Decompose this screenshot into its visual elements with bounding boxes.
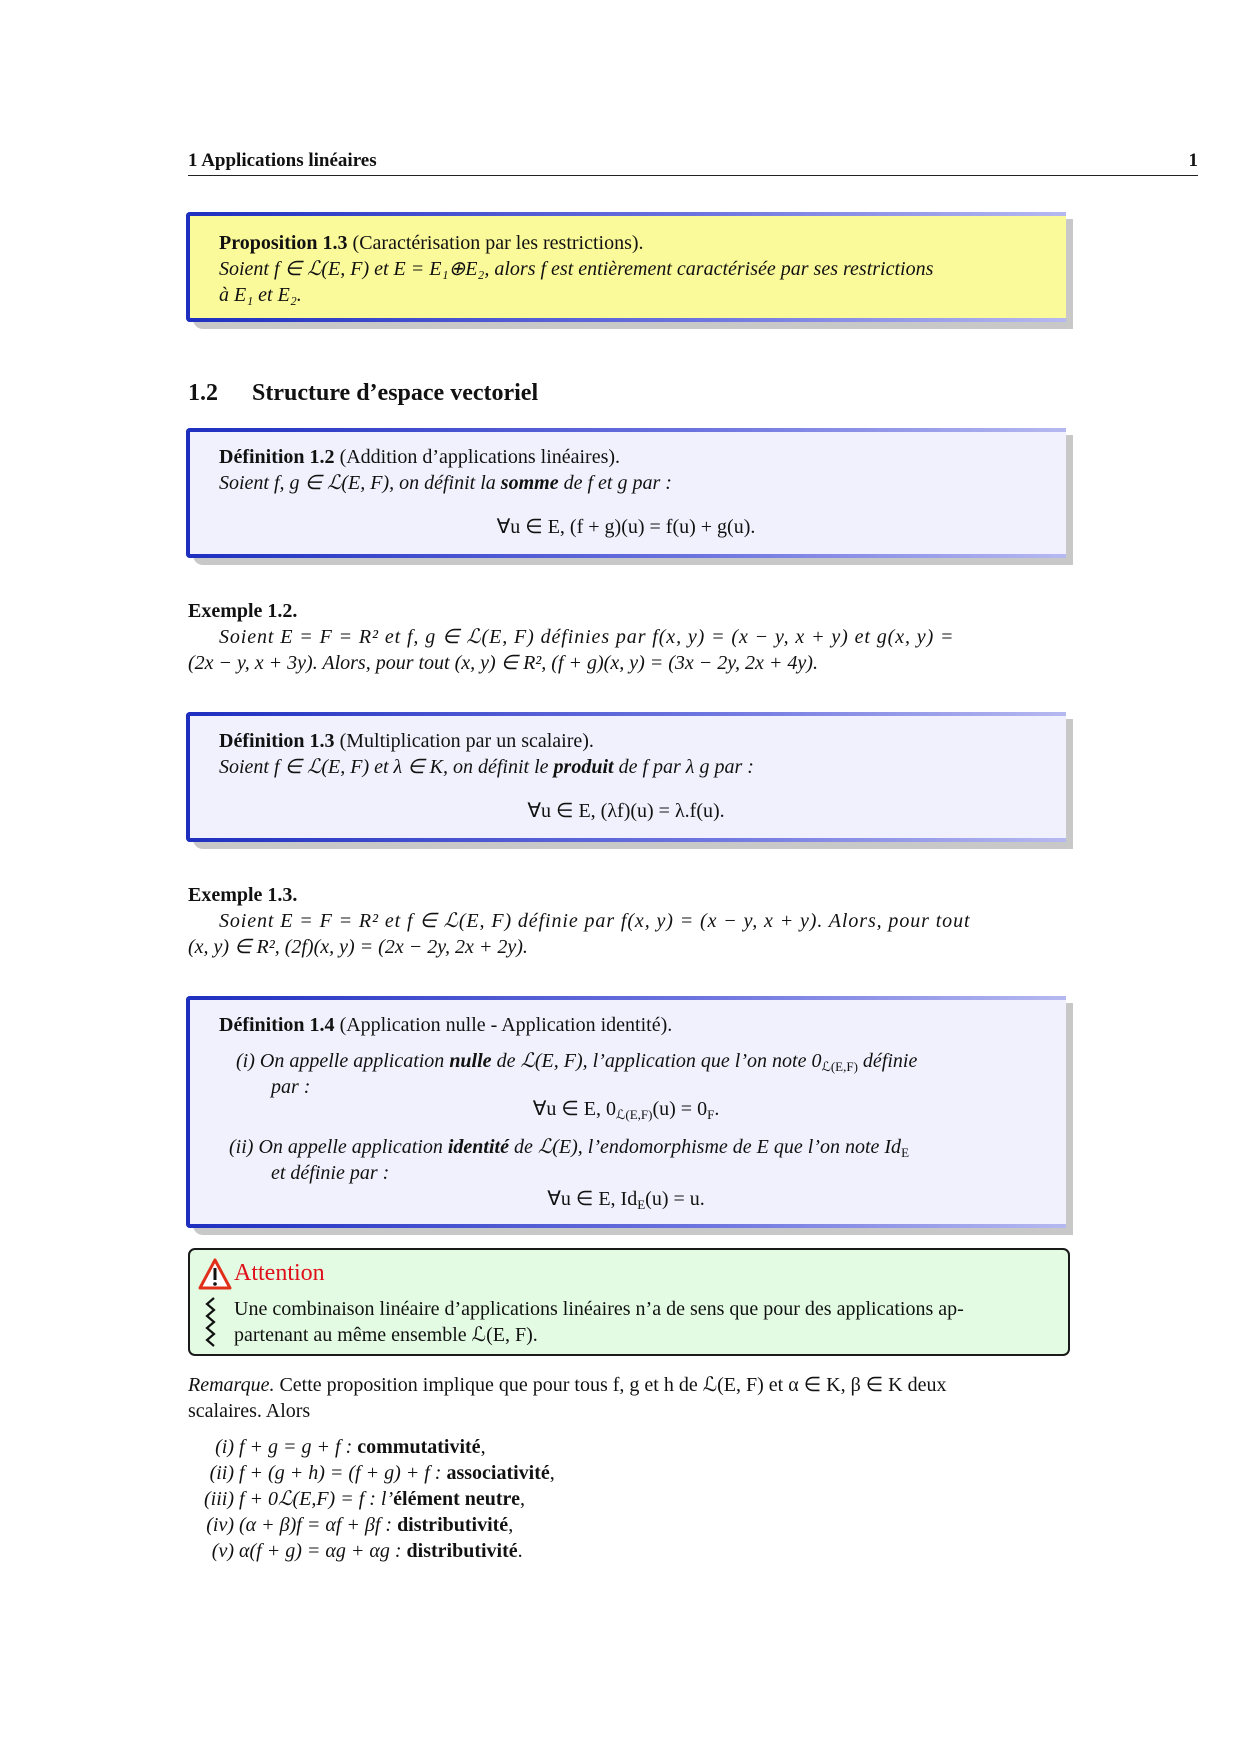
list-item (188, 1512, 688, 1538)
text: Soient f, g ∈ ℒ(E, F), on définit la (219, 472, 501, 494)
list-item (188, 1538, 688, 1564)
example-1-2-line-2: (2x − y, x + 3y). Alors, pour tout (x, y) ∈ R², (f + g)(x, y) = (3x − 2y, 2x + 4y). (188, 652, 818, 674)
definition-title: (Multiplication par un scalaire). (339, 730, 594, 752)
example-1-3-label: Exemple 1.3. (188, 884, 298, 906)
definition-title: (Addition d’applications linéaires). (339, 446, 621, 468)
text: On appelle application (259, 1050, 450, 1072)
item-number: (v) (211, 1540, 234, 1562)
example-1-3-line-2: (x, y) ∈ R², (2f)(x, y) = (2x − 2y, 2x + 2y). (188, 936, 528, 958)
frame-top (186, 712, 1066, 716)
zigzag-icon (204, 1296, 218, 1348)
item-i-line-2: par : (271, 1076, 311, 1098)
proposition-label: Proposition 1.3 (219, 232, 348, 254)
item-number: (ii) (209, 1462, 234, 1484)
item-number: (ii) (229, 1136, 254, 1158)
section-number: 1.2 (188, 380, 218, 406)
list-item (188, 1434, 588, 1460)
frame-top (186, 996, 1066, 1000)
definition-1-3-box (186, 712, 1066, 842)
definition-label: Définition 1.3 (219, 730, 335, 752)
formula: (α + β)f = αf + βf : (239, 1514, 398, 1536)
proposition-line-1: Soient f ∈ ℒ(E, F) et E = E₁⊕E₂, alors f est entièrement caractérisée par ses restrictions (219, 258, 934, 280)
formula-identity (186, 1186, 1066, 1218)
text: de ℒ(E), l’endomorphisme de E que l’on note Id (508, 1136, 902, 1158)
section-heading (188, 380, 538, 406)
punct: , (480, 1436, 486, 1458)
formula: f + 0ℒ(E,F) = f : l’ (239, 1488, 394, 1510)
warning-triangle-icon (198, 1258, 232, 1290)
chapter-title: 1 Applications linéaires (188, 150, 377, 171)
property: distributivité (406, 1540, 518, 1562)
item-number: (i) (215, 1436, 234, 1458)
example-1-2-label: Exemple 1.2. (188, 600, 298, 622)
subscript: F (707, 1107, 715, 1122)
definition-heading (219, 728, 594, 754)
example-1-3-line-1: Soient E = F = R² et f ∈ ℒ(E, F) définie par f(x, y) = (x − y, x + y). Alors, pour tout (219, 910, 971, 932)
proposition-heading (219, 230, 644, 256)
text: ∀u ∈ E, 0 (532, 1098, 617, 1120)
punct: , (549, 1462, 555, 1484)
definition-formula: ∀u ∈ E, (λf)(u) = λ.f(u). (527, 800, 725, 822)
property: commutativité (357, 1436, 481, 1458)
subscript: E (637, 1197, 646, 1212)
definition-heading (219, 444, 620, 470)
page-number: 1 (1188, 150, 1198, 171)
attention-box (188, 1248, 1070, 1356)
text: Soient f ∈ ℒ(E, F) et λ ∈ K, on définit le (219, 756, 554, 778)
subscript: E (901, 1145, 910, 1160)
frame-bottom (186, 1224, 1066, 1228)
remark-line-2: scalaires. Alors (188, 1400, 311, 1422)
frame-top (186, 212, 1066, 216)
subscript: ℒ(E,F) (616, 1107, 653, 1122)
definition-heading (219, 1012, 672, 1038)
list-item-i (236, 1048, 917, 1080)
property: distributivité (397, 1514, 509, 1536)
punct: . (517, 1540, 523, 1562)
running-header (188, 150, 1198, 176)
emphasis: produit (553, 756, 614, 778)
list-item (188, 1486, 688, 1512)
item-number: (iv) (206, 1514, 234, 1536)
subscript: ℒ(E,F) (821, 1059, 858, 1074)
definition-label: Définition 1.2 (219, 446, 335, 468)
proposition-line-2: à E₁ et E₂. (219, 284, 302, 306)
frame-bottom (186, 318, 1066, 322)
text: de f par λ g par : (613, 756, 754, 778)
emphasis: somme (500, 472, 559, 494)
punct: , (508, 1514, 514, 1536)
formula-zero-map (186, 1096, 1066, 1128)
formula: f + (g + h) = (f + g) + f : (239, 1462, 447, 1484)
proposition-title: (Caractérisation par les restrictions). (352, 232, 644, 254)
attention-line-1: Une combinaison linéaire d’applications linéaires n’a de sens que pour des applications ap- (234, 1298, 964, 1320)
text: de ℒ(E, F), l’application que l’on note 0 (491, 1050, 822, 1072)
frame-left (186, 212, 190, 322)
section-title: Structure d’espace vectoriel (252, 380, 539, 406)
formula: α(f + g) = αg + αg : (239, 1540, 407, 1562)
remark-line-1 (188, 1372, 947, 1398)
remark-label: Remarque. (188, 1374, 275, 1396)
example-1-2-line-1: Soient E = F = R² et f, g ∈ ℒ(E, F) définies par f(x, y) = (x − y, x + y) et g(x, y) = (219, 626, 955, 648)
item-ii-line-2: et définie par : (271, 1162, 390, 1184)
text: de f et g par : (558, 472, 672, 494)
attention-title: Attention (234, 1260, 325, 1286)
definition-text (219, 754, 754, 780)
emphasis: nulle (449, 1050, 492, 1072)
frame-top (186, 428, 1066, 432)
property: élément neutre (393, 1488, 520, 1510)
text: On appelle application (258, 1136, 448, 1158)
text: . (714, 1098, 720, 1120)
property: associativité (446, 1462, 550, 1484)
frame-bottom (186, 838, 1066, 842)
formula: f + g = g + f : (239, 1436, 358, 1458)
attention-line-2: partenant au même ensemble ℒ(E, F). (234, 1324, 538, 1346)
text: ∀u ∈ E, Id (547, 1188, 638, 1210)
definition-formula: ∀u ∈ E, (f + g)(u) = f(u) + g(u). (496, 516, 756, 538)
emphasis: identité (447, 1136, 509, 1158)
frame-bottom (186, 554, 1066, 558)
item-number: (iii) (204, 1488, 234, 1510)
definition-1-2-box (186, 428, 1066, 558)
text: (u) = 0 (652, 1098, 708, 1120)
item-number: (i) (236, 1050, 255, 1072)
definition-label: Définition 1.4 (219, 1014, 335, 1036)
proposition-box (186, 212, 1066, 322)
remark-text: Cette proposition implique que pour tous f, g et h de ℒ(E, F) et α ∈ K, β ∈ K deux (274, 1374, 947, 1396)
definition-1-4-box (186, 996, 1066, 1228)
text: (u) = u. (645, 1188, 705, 1210)
punct: , (519, 1488, 525, 1510)
list-item (188, 1460, 688, 1486)
definition-text (219, 470, 672, 496)
text: définie (857, 1050, 918, 1072)
definition-title: (Application nulle - Application identité). (339, 1014, 673, 1036)
